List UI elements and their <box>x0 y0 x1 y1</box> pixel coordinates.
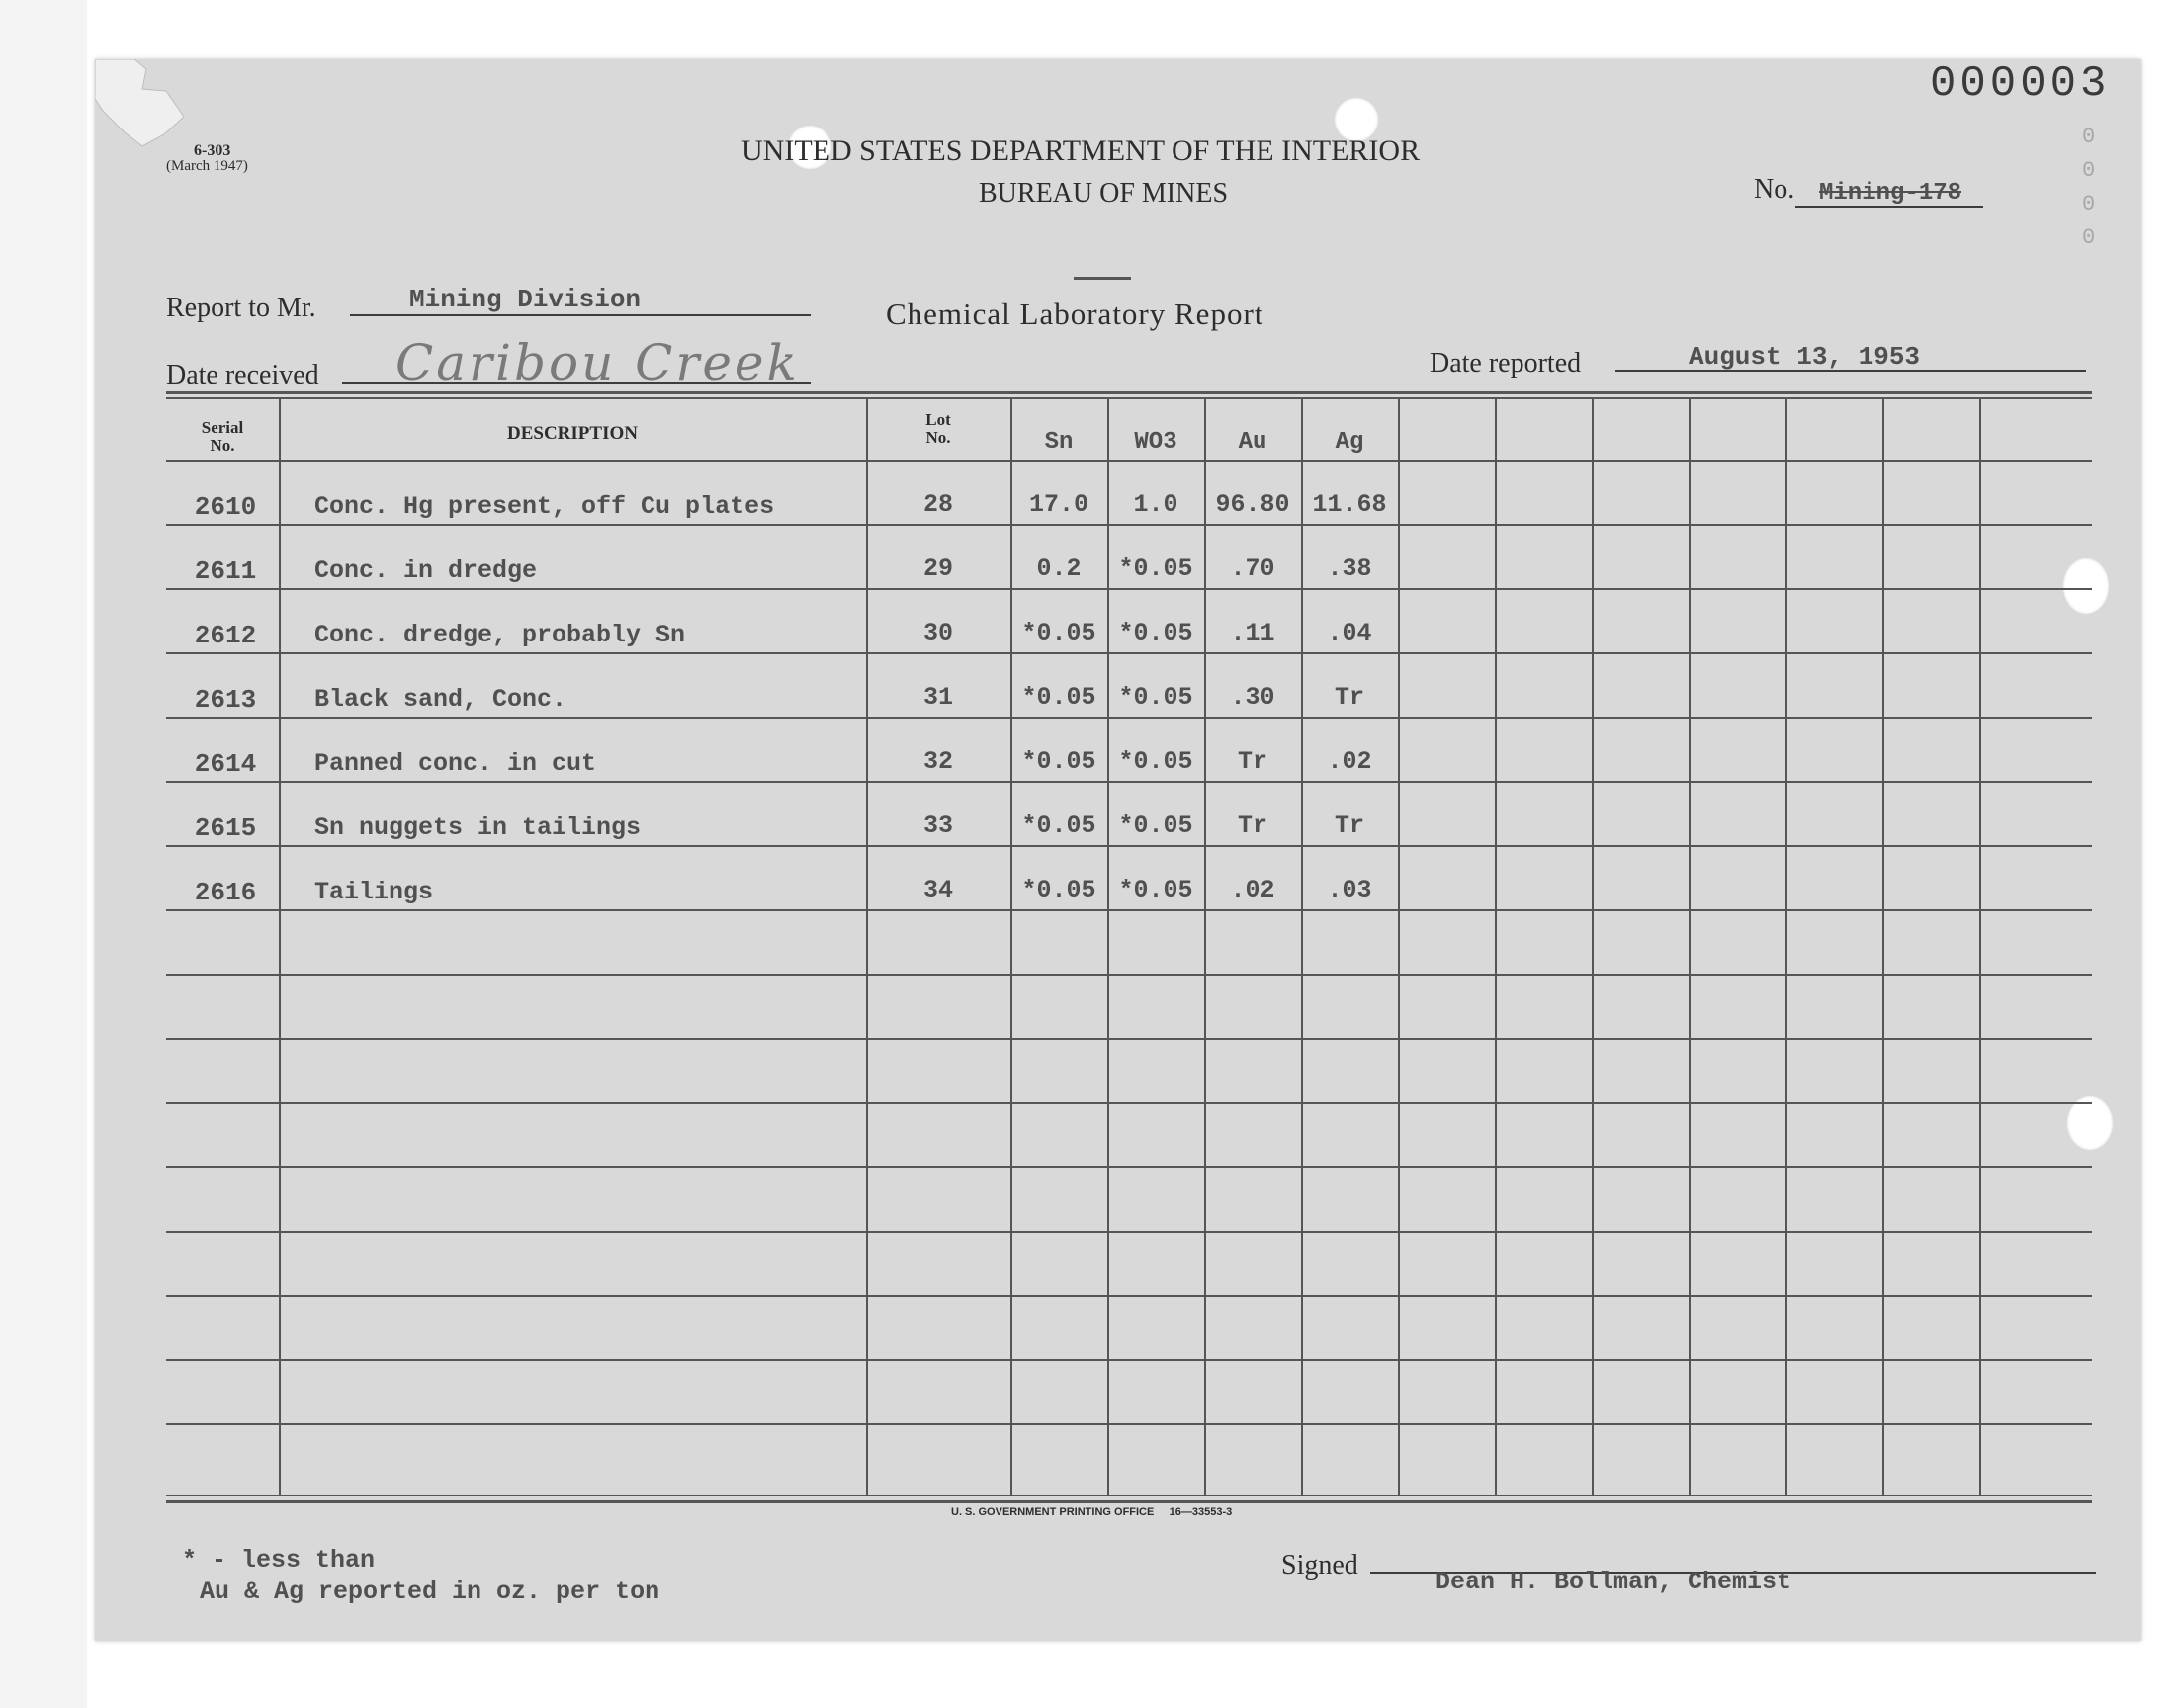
cell-wo3: *0.05 <box>1118 876 1193 904</box>
document-number-stamp: 000003 <box>1930 59 2111 109</box>
cell-ag: 11.68 <box>1312 490 1387 519</box>
cell-description: Sn nuggets in tailings <box>314 813 642 842</box>
table-top-rule-2 <box>166 397 2092 399</box>
cell-au: .11 <box>1230 619 1275 647</box>
department-heading: UNITED STATES DEPARTMENT OF THE INTERIOR <box>741 134 1421 167</box>
cell-serial: 2611 <box>194 556 257 586</box>
cell-au: Tr <box>1237 811 1267 840</box>
cell-sn: *0.05 <box>1021 811 1096 840</box>
date-received-value: Caribou Creek <box>395 334 800 391</box>
header-sn: Sn <box>1044 429 1074 456</box>
row-line <box>166 588 2092 590</box>
footnote-less-than: * - less than <box>182 1546 376 1575</box>
title-rule <box>1074 277 1131 280</box>
signed-label: Signed <box>1281 1550 1358 1580</box>
lot-header-line1: Lot <box>925 410 951 429</box>
col-line-empty <box>1689 397 1691 1494</box>
row-line <box>166 781 2092 783</box>
col-line-empty <box>1785 397 1787 1494</box>
cell-ag: Tr <box>1334 811 1364 840</box>
row-line <box>166 1038 2092 1040</box>
col-line-empty <box>1592 397 1594 1494</box>
cell-ag: .04 <box>1327 619 1372 647</box>
cell-au: .02 <box>1230 876 1275 904</box>
table-top-rule <box>166 391 2092 394</box>
cell-serial: 2612 <box>194 621 257 650</box>
cell-serial: 2614 <box>194 749 257 779</box>
cell-lot: 32 <box>922 747 953 776</box>
footnote-units: Au & Ag reported in oz. per ton <box>200 1578 660 1606</box>
cell-lot: 34 <box>922 876 953 904</box>
col-line-empty <box>1495 397 1497 1494</box>
cell-lot: 31 <box>922 683 953 712</box>
table-bottom-rule-2 <box>166 1500 2092 1503</box>
cell-wo3: 1.0 <box>1133 490 1178 519</box>
header-separator <box>166 460 2092 462</box>
row-line <box>166 1359 2092 1361</box>
cell-description: Panned conc. in cut <box>314 749 597 778</box>
cell-au: 96.80 <box>1215 490 1290 519</box>
report-to-value: Mining Division <box>409 285 642 314</box>
col-line-ag <box>1398 397 1400 1494</box>
date-reported-value: August 13, 1953 <box>1689 342 1921 372</box>
cell-ag: .38 <box>1327 555 1372 583</box>
report-number-label: No. <box>1754 174 1795 205</box>
form-number: 6-303 <box>194 142 231 159</box>
serial-header <box>166 419 279 455</box>
cell-lot: 33 <box>922 811 953 840</box>
signature-value: Dean H. Bollman, Chemist <box>1436 1568 1792 1596</box>
cell-wo3: *0.05 <box>1118 619 1193 647</box>
row-line <box>166 1295 2092 1297</box>
scan-background <box>0 0 87 1708</box>
cell-ag: .03 <box>1327 876 1372 904</box>
col-line-empty <box>1882 397 1884 1494</box>
row-line <box>166 524 2092 526</box>
cell-lot: 30 <box>922 619 953 647</box>
cell-sn: *0.05 <box>1021 683 1096 712</box>
header-ag: Ag <box>1335 429 1364 456</box>
row-line <box>166 1231 2092 1233</box>
row-line <box>166 1166 2092 1168</box>
header-wo3: WO3 <box>1134 429 1177 456</box>
serial-header-line2: No. <box>210 436 235 455</box>
col-line-serial <box>279 397 281 1494</box>
lot-header <box>866 411 1010 447</box>
cell-au: .30 <box>1230 683 1275 712</box>
table-bottom-rule <box>166 1494 2092 1496</box>
col-line-empty <box>1979 397 1981 1494</box>
cell-serial: 2613 <box>194 685 257 715</box>
cell-ag: .02 <box>1327 747 1372 776</box>
cell-au: Tr <box>1237 747 1267 776</box>
lot-header-line2: No. <box>925 428 951 447</box>
cell-serial: 2615 <box>194 813 257 843</box>
stamp-ghost-digits: 0 0 0 0 <box>2082 125 2096 250</box>
row-line <box>166 717 2092 719</box>
description-header: DESCRIPTION <box>507 423 638 444</box>
cell-sn: *0.05 <box>1021 619 1096 647</box>
date-reported-label: Date reported <box>1430 348 1582 379</box>
serial-header-line1: Serial <box>201 418 244 437</box>
form-date: (March 1947) <box>166 158 248 174</box>
cell-description: Tailings <box>314 878 434 906</box>
report-to-line <box>350 314 811 316</box>
row-line <box>166 845 2092 847</box>
chemical-report-title: Chemical Laboratory Report <box>886 297 1264 331</box>
cell-description: Conc. dredge, probably Sn <box>314 621 686 649</box>
report-number-value: Mining-178 <box>1819 180 1962 207</box>
punch-hole <box>2062 557 2110 615</box>
row-line <box>166 652 2092 654</box>
header-au: Au <box>1238 429 1267 456</box>
cell-lot: 28 <box>922 490 953 519</box>
cell-sn: 0.2 <box>1036 555 1082 583</box>
cell-wo3: *0.05 <box>1118 747 1193 776</box>
lab-report-page <box>95 59 2141 1641</box>
row-line <box>166 974 2092 976</box>
date-received-label: Date received <box>166 360 319 390</box>
cell-description: Conc. in dredge <box>314 556 538 585</box>
cell-serial: 2610 <box>194 492 257 522</box>
cell-sn: *0.05 <box>1021 876 1096 904</box>
bureau-heading: BUREAU OF MINES <box>979 178 1229 209</box>
printing-office-note: U. S. GOVERNMENT PRINTING OFFICE 16—33553-3 <box>951 1506 1233 1518</box>
cell-sn: 17.0 <box>1028 490 1088 519</box>
cell-sn: *0.05 <box>1021 747 1096 776</box>
cell-description: Conc. Hg present, off Cu plates <box>314 492 775 521</box>
cell-au: .70 <box>1230 555 1275 583</box>
cell-serial: 2616 <box>194 878 257 907</box>
cell-description: Black sand, Conc. <box>314 685 567 714</box>
cell-wo3: *0.05 <box>1118 811 1193 840</box>
row-line <box>166 1102 2092 1104</box>
row-line <box>166 1423 2092 1425</box>
cell-lot: 29 <box>922 555 953 583</box>
cell-wo3: *0.05 <box>1118 683 1193 712</box>
row-line <box>166 909 2092 911</box>
cell-wo3: *0.05 <box>1118 555 1193 583</box>
cell-ag: Tr <box>1334 683 1364 712</box>
report-to-label: Report to Mr. <box>166 293 316 323</box>
